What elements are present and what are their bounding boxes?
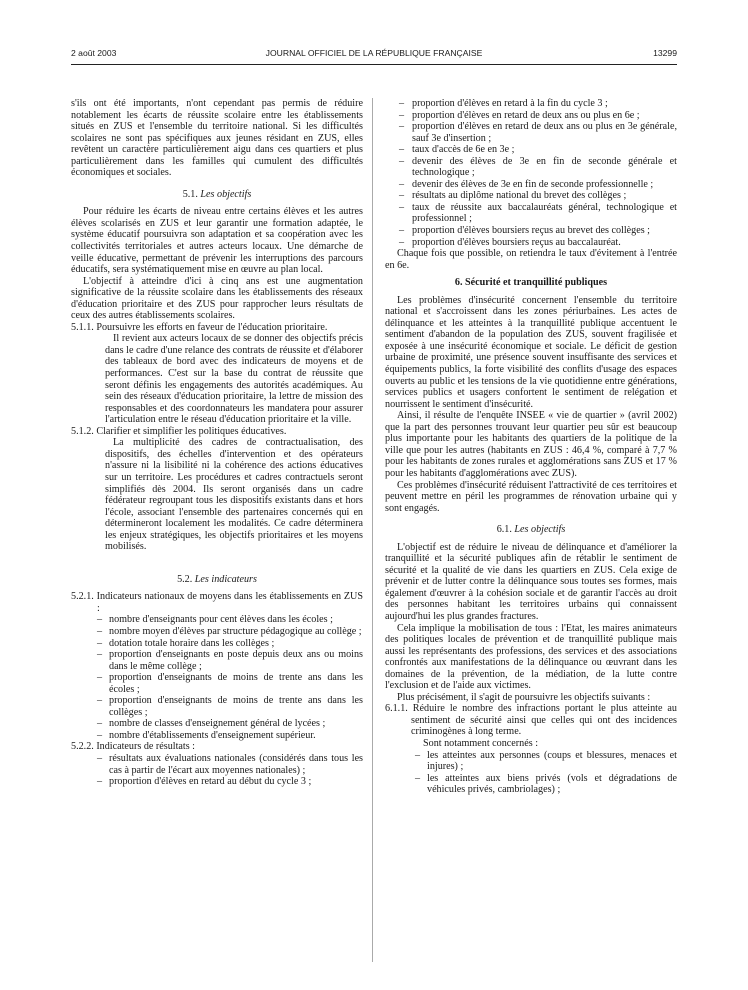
list-item: – proportion d'enseignants de moins de trente ans dans les écoles ; (71, 672, 363, 695)
list-item: – proportion d'élèves boursiers reçus au brevet des collèges ; (385, 225, 677, 237)
list-item: – proportion d'élèves en retard au début du cycle 3 ; (71, 776, 363, 788)
subsection-5-1-2: 5.1.2. Clarifier et simplifier les politiques éducatives. (71, 425, 287, 437)
heading-number: 6.1. (496, 524, 512, 536)
subsection-6-1-1: 6.1.1. Réduire le nombre des infractions portant le plus atteinte au sentiment de sécurité ainsi que celles qui ont des incidences criminogènes à long terme. (385, 703, 677, 738)
list-item: – proportion d'élèves en retard de deux ans ou plus en 3e générale, sauf 3e d'insertion ; (385, 121, 677, 144)
list-item: – proportion d'élèves boursiers reçus au baccalauréat. (385, 237, 677, 249)
section-heading-5-2 (71, 574, 363, 586)
left-column (71, 98, 363, 788)
paragraph: La multiplicité des cadres de contractualisation, des dispositifs, des échelles d'intervention et des opérateurs n'assure ni la lisibilité ni la cohérence des actions éducatives sur un territoire. Les procédures et cadres contractuels seront simplifiés dès 2004. Ils seront organisés dans un cadre fédérateur regroupant tous les dispositifs existants dans et hors l'école, associant l'ensemble des partenaires concernés qui en détermineront localement les modalités. Ce cadre déterminera les enjeux stratégiques, les objectifs prioritaires et les moyens mobilisés. (105, 437, 363, 553)
paragraph: Plus précisément, il s'agit de poursuivre les objectifs suivants : (397, 691, 651, 703)
paragraph: L'objectif à atteindre d'ici à cinq ans est une augmentation significative de la réussite scolaire dans les établissements des réseaux d'éducation prioritaire et des ZUS pour rapprocher leurs résultats de ceux des autres établissements scolaires. (71, 275, 363, 322)
list-item: – nombre de classes d'enseignement général de lycées ; (71, 718, 363, 730)
list-item: – nombre moyen d'élèves par structure pédagogique au collège ; (71, 626, 363, 638)
subsection-5-2-1: 5.2.1. Indicateurs nationaux de moyens dans les établissements en ZUS : (71, 591, 363, 614)
list-lead: Sont notamment concernés : (423, 737, 539, 749)
header-date: 2 août 2003 (71, 48, 117, 58)
paragraph: Ces problèmes d'insécurité réduisent l'attractivité de ces territoires et peuvent mettre en péril les programmes de rénovation urbaine qui y sont engagés. (385, 479, 677, 514)
list-item: – nombre d'établissements d'enseignement supérieur. (71, 730, 363, 742)
section-heading-5-1 (71, 189, 363, 201)
list-item: – proportion d'enseignants en poste depuis deux ans ou moins dans le même collège ; (71, 649, 363, 672)
list-item: – dotation totale horaire dans les collèges ; (71, 638, 363, 650)
result-indicator-list-continued (385, 98, 677, 248)
column-divider (372, 98, 373, 962)
paragraph: Les problèmes d'insécurité concernent l'ensemble du territoire national et s'accroissent dans les zones périurbaines. Les actes de délinquance et les atteintes à la tranquillité publique accentuent le sentiment d'abandon de la population des ZUS, souvent fragilisée et exposée à une insécurité économique et sociale. Le déficit de gestion urbaine de proximité, une présence souvent insuffisante des services et équipements publics, la forte visibilité des conflits d'usage des espaces ouverts au public et les tensions de la vie quotidienne entre générations, services publics et usagers confortent le sentiment de relégation et nourrissent le sentiment d'insécurité. (385, 294, 677, 410)
heading-title: Les objectifs (514, 524, 566, 536)
intro-paragraph: s'ils ont été importants, n'ont cependant pas permis de réduire notablement les écarts de réussite scolaire entre les établissements situés en ZUS et l'ensemble du territoire national. Si les difficultés scolaires ne sont pas spécifiques aux jeunes résidant en ZUS, elles revêtent un caractère particulièrement aigu dans ces quartiers et plus particulièrement dans les familles qui cumulent des difficultés économiques et sociales. (71, 98, 363, 179)
paragraph: Chaque fois que possible, on retiendra le taux d'évitement à l'entrée en 6e. (385, 248, 677, 271)
indicator-list (71, 614, 363, 741)
list-item: – résultats au diplôme national du brevet des collèges ; (385, 190, 677, 202)
subsection-5-2-2: 5.2.2. Indicateurs de résultats : (71, 741, 195, 753)
page-header (71, 48, 677, 62)
paragraph: Ainsi, il résulte de l'enquête INSEE « vie de quartier » (avril 2002) que la part des personnes trouvant leur quartier peu sûr est beaucoup plus importante pour les habitants des quartiers de la politique de la ville que pour les autres (habitants en ZUS : 46,4 %, comparé à 7,7 % pour les habitants de zones rurales et agglomérations sans ZUS et 17 % pour les habitants d'agglomérations avec ZUS). (385, 410, 677, 479)
right-column (385, 98, 677, 796)
paragraph: Il revient aux acteurs locaux de se donner des objectifs précis dans le cadre d'une relance des contrats de réussite et d'élaborer des tableaux de bord avec des indicateurs de moyens et de performances. C'est sur la base du contrat de réussite que seront définis les engagements des autorités académiques. Au sein des réseaux d'éducation prioritaire, la lettre de mission des responsables et des coordonnateurs les mandatera pour assurer l'articulation entre le réseau d'éducation prioritaire et la ville. (105, 333, 363, 426)
list-item: – les atteintes aux biens privés (vols et dégradations de véhicules privés, cambriolages) ; (385, 773, 677, 796)
header-journal-title: JOURNAL OFFICIEL DE LA RÉPUBLIQUE FRANÇAISE (265, 48, 483, 58)
heading-title: Les objectifs (200, 188, 252, 200)
list-item: – taux d'accès de 6e en 3e ; (385, 144, 677, 156)
paragraph: Pour réduire les écarts de niveau entre certains élèves et les autres élèves scolarisés en ZUS et leur garantir une formation adaptée, le système éducatif poursuivra son adaptation et sa coopération avec les collectivités territoriales et autres acteurs locaux. Une démarche de veille éducative, permettant de prévenir les interruptions des parcours éducatifs, sera systématiquement mise en œuvre au plan local. (71, 206, 363, 276)
result-indicator-list (71, 753, 363, 788)
header-page-number: 13299 (653, 48, 677, 58)
heading-number: 5.1. (182, 188, 198, 200)
list-item: – devenir des élèves de 3e en fin de seconde générale et technologique ; (385, 156, 677, 179)
list-item: – taux de réussite aux baccalauréats général, technologique et professionnel ; (385, 202, 677, 225)
paragraph: Cela implique la mobilisation de tous : l'Etat, les maires animateurs des politiques locales de prévention et de tranquillité publique mais aussi les représentants des professions, des services et des associations confrontés aux manifestations de la délinquance ou œuvrant dans les domaines de la prévention, de la médiation, de la lutte contre l'exclusion et de l'aide aux victimes. (385, 622, 677, 692)
list-item: – proportion d'élèves en retard à la fin du cycle 3 ; (385, 98, 677, 110)
section-heading-6: 6. Sécurité et tranquillité publiques (454, 277, 608, 289)
list-item: – nombre d'enseignants pour cent élèves dans les écoles ; (71, 614, 363, 626)
header-rule (71, 64, 677, 65)
heading-title: Les indicateurs (194, 573, 257, 585)
heading-number: 5.2. (177, 573, 193, 585)
subsection-5-1-1: 5.1.1. Poursuivre les efforts en faveur de l'éducation prioritaire. (71, 321, 328, 333)
list-item: – proportion d'enseignants de moins de trente ans dans les collèges ; (71, 695, 363, 718)
paragraph: L'objectif est de réduire le niveau de délinquance et d'améliorer la tranquillité et la sécurité publiques afin de rétablir le sentiment de sécurité et la qualité de vie dans les quartiers en ZUS. Cela exige de prévenir et de lutter contre la délinquance sous toutes ses formes, mais également d'œuvrer à la cohésion sociale et de garantir l'accès au droit des personnes habitant les territoires urbains qui connaissent aujourd'hui les plus grandes fractures. (385, 541, 677, 622)
list-item: – résultats aux évaluations nationales (considérés dans tous les cas à partir de l'écart aux moyennes nationales) ; (71, 753, 363, 776)
list-item: – proportion d'élèves en retard de deux ans ou plus en 6e ; (385, 110, 677, 122)
list-item: – devenir des élèves de 3e en fin de seconde professionnelle ; (385, 179, 677, 191)
section-heading-6-1 (385, 524, 677, 536)
offence-list (385, 750, 677, 796)
list-item: – les atteintes aux personnes (coups et blessures, menaces et injures) ; (385, 750, 677, 773)
